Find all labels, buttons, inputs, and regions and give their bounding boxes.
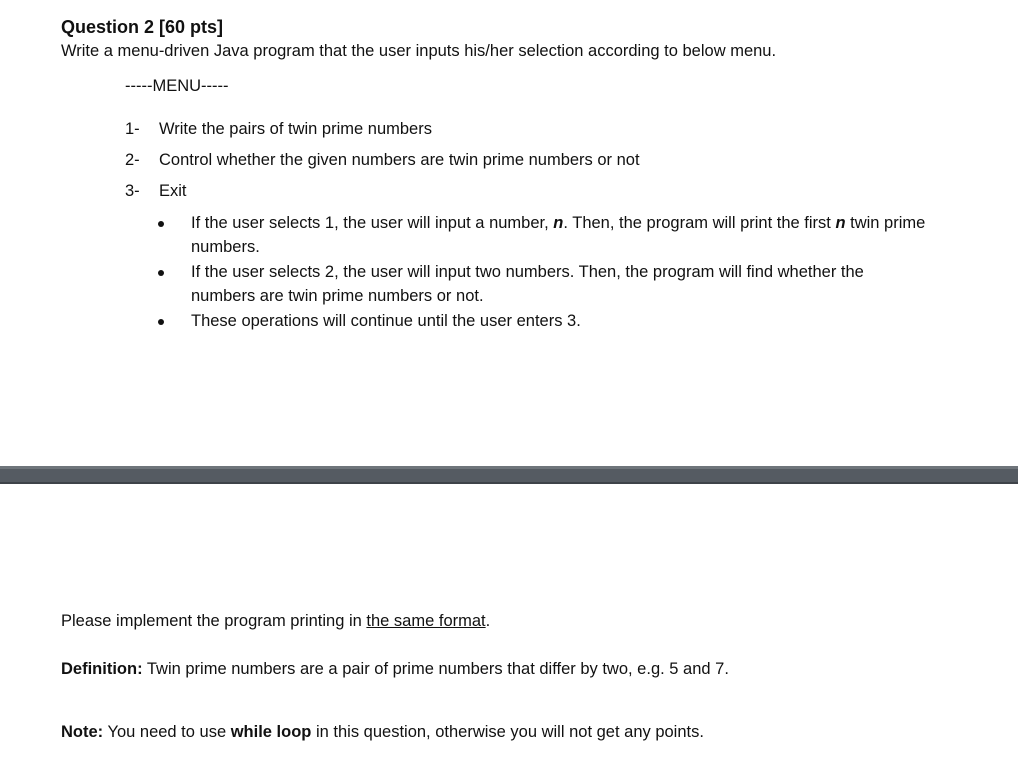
variable-n: n bbox=[553, 214, 564, 232]
note-line bbox=[61, 723, 704, 742]
same-format-link: the same format bbox=[366, 612, 486, 630]
note-emphasis: while loop bbox=[230, 723, 312, 741]
bullet-item: These operations will continue until the user enters 3. bbox=[191, 312, 581, 330]
bullet-dot bbox=[158, 221, 164, 227]
definition-line bbox=[61, 660, 729, 679]
variable-n: n bbox=[835, 214, 846, 232]
bullet-text-part: twin prime numbers. bbox=[191, 214, 926, 256]
question-intro: Write a menu-driven Java program that the user inputs his/her selection according to below menu. bbox=[61, 42, 777, 60]
menu-header: -----MENU----- bbox=[125, 77, 229, 95]
note-label: Note: bbox=[61, 723, 104, 741]
note-text: in this question, otherwise you will not get any points. bbox=[311, 723, 704, 741]
definition-label: Definition: bbox=[61, 660, 143, 678]
note-text: You need to use bbox=[103, 723, 231, 741]
bullet-text-part: . Then, the program will print the first bbox=[563, 214, 836, 232]
menu-item-number: 2- bbox=[125, 151, 140, 169]
bullet-item bbox=[191, 211, 931, 259]
bullet-dot bbox=[158, 319, 164, 325]
page-separator bbox=[0, 466, 1018, 484]
menu-item-number: 1- bbox=[125, 120, 140, 138]
menu-item-text: Exit bbox=[159, 182, 187, 200]
menu-item-text: Write the pairs of twin prime numbers bbox=[159, 120, 432, 138]
implement-line bbox=[61, 612, 490, 631]
menu-item-text: Control whether the given numbers are twin prime numbers or not bbox=[159, 151, 640, 169]
implement-suffix: . bbox=[485, 612, 491, 630]
bullet-dot bbox=[158, 270, 164, 276]
bullet-item: If the user selects 2, the user will input two numbers. Then, the program will find whether the numbers are twin prime numbers or not. bbox=[191, 263, 864, 305]
question-title: Question 2 [60 pts] bbox=[61, 17, 224, 37]
menu-item-number: 3- bbox=[125, 182, 140, 200]
definition-text: Twin prime numbers are a pair of prime numbers that differ by two, e.g. 5 and 7. bbox=[142, 660, 729, 678]
bullet-text-part: If the user selects 1, the user will input a number, bbox=[191, 214, 554, 232]
implement-prefix: Please implement the program printing in bbox=[61, 612, 367, 630]
